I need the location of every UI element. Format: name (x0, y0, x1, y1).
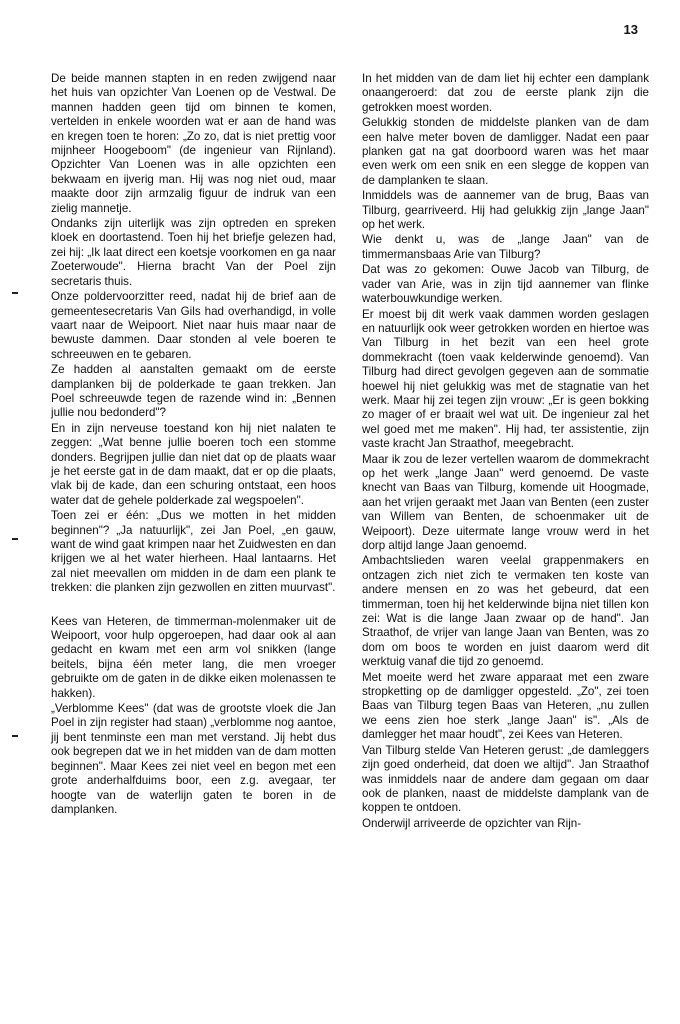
paragraph: Maar ik zou de lezer vertellen waarom de dommekracht op het werk „lange Jaan" werd genoemd. De vaste knecht van Baas van Tilburg, komende uit Hoogmade, aan het vrijen geraakt met Jaan van Benten (een zuster van Willem van Benten, de schoenmaker uit de Weipoort). Deze uitermate lange vrouw werd in het dorp altijd lange Jaan genoemd. (362, 452, 649, 552)
left-column (51, 72, 336, 818)
paragraph: De beide mannen stapten in en reden zwijgend naar het huis van opzichter Van Loenen op de Vestwal. De mannen hadden geen tijd om binnen te komen, vertelden in enkele woorden wat er aan de hand was en kregen toen te horen: „Zo zo, dat is niet prettig voor mijnheer Hoogeboom" (de ingenieur van Rijnland). Opzichter Van Loenen was in alle opzichten een bekwaam en ijverig man. Hij was nog niet oud, maar maakte door zijn armzalig figuur de indruk van een zielig mannetje. (51, 72, 336, 215)
paragraph: Van Tilburg stelde Van Heteren gerust: „de damleggers zijn goed onderheid, dat doen we altijd". Jan Straathof was inmiddels naar de andere dam gegaan om daar ook de planken, naast de middelste damplank van de koppen te ontdoen. (362, 743, 649, 815)
right-column (362, 72, 649, 832)
paragraph: Inmiddels was de aannemer van de brug, Baas van Tilburg, gearriveerd. Hij had gelukkig zijn „lange Jaan" op het werk. (362, 189, 649, 232)
paragraph: Ze hadden al aanstalten gemaakt om de eerste damplanken bij de polderkade te gaan trekken. Jan Poel schreeuwde tegen de razende wind in: „Bennen jullie nou bedonderd"? (51, 363, 336, 420)
paragraph: Wie denkt u, was de „lange Jaan" van de timmermansbaas Arie van Tilburg? (362, 233, 649, 261)
paragraph: In het midden van de dam liet hij echter een damplank onaangeroerd: dat zou de eerste plank zijn die getrokken moest worden. (362, 72, 649, 114)
paragraph: Onze poldervoorzitter reed, nadat hij de brief aan de gemeentesecretaris Van Gils had overhandigd, in volle vaart naar de Weipoort. Niet naar huis maar naar de bewuste dammen. Daar stonden al vele boeren te schreeuwen en te gebaren. (51, 290, 336, 361)
paragraph: Kees van Heteren, de timmerman-molenmaker uit de Weipoort, voor hulp opgeroepen, had daar ook al aan gedacht en kwam met een arm vol snikken (lange beitels, bijna één meter lang, die men vroeger gebruikte om de gaten in de dikke eiken molenassen te hakken). (51, 614, 336, 700)
paragraph: „Verblomme Kees" (dat was de grootste vloek die Jan Poel in zijn register had staan) „verblomme nog aantoe, jij bent tenminste een man met verstand. Jij hebt dus ook begrepen dat we in het midden van de dam motten beginnen". Maar Kees zei niet veel en begon met een grote anderhalfduims boor, een z.g. avegaar, ter hoogte van de waterlijn gaten te boren in de damplanken. (51, 702, 336, 816)
paragraph: Onderwijl arriveerde de opzichter van Rijn- (362, 816, 582, 830)
paragraph: Gelukkig stonden de middelste planken van de dam een halve meter boven de damligger. Nadat een paar planken gat na gat doorboord waren was het maar even werk om een snik en een slegge de koppen van de damplanken te slaan. (362, 116, 649, 187)
page-number: 13 (623, 22, 638, 37)
paragraph: Toen zei er één: „Dus we motten in het midden beginnen"? „Ja natuurlijk", zei Jan Poel, „en gauw, want de wind gaat krimpen naar het Zuidwesten en dan krijgen we al het water hierheen. Haal lantaarns. Het zal niet meevallen om midden in de dam een plank te trekken: die planken zijn gezwollen en zitten muurvast". (51, 509, 336, 595)
paragraph: Dat was zo gekomen: Ouwe Jacob van Tilburg, de vader van Arie, was in zijn tijd aannemer van flinke waterbouwkundige werken. (362, 263, 649, 306)
paragraph: En in zijn nerveuse toestand kon hij niet nalaten te zeggen: „Wat benne jullie boeren toch een stomme donders. Begrijpen jullie dan niet dat op de plaats waar je het eerste gat in de dam maakt, dat er op die plaats, vlak bij de kade, dan een schuring ontstaat, een hoos water dat de gehele polderkade zal wegspoelen". (51, 421, 336, 507)
margin-mark (12, 538, 18, 540)
paragraph: Ondanks zijn uiterlijk was zijn optreden en spreken kloek en doortastend. Toen hij het briefje gelezen had, zei hij: „Ik laat direct een koetsje voorkomen en ga naar Zoeterwoude". Hierna bracht Van der Poel zijn secretaris thuis. (51, 217, 336, 288)
margin-mark (12, 292, 18, 294)
paragraph: Er moest bij dit werk vaak dammen worden geslagen en natuurlijk ook weer getrokken worden en hiertoe was Van Tilburg in het bezit van een heel grote dommekracht (toen vaak kelderwinde genoemd). Van Tilburg had direct gevolgen gegeven aan de sommatie hoewel hij niet gelukkig was met de stagnatie van het werk. Maar hij zei tegen zijn vrouw: „Er is geen bokking zo mager of er braait wel wat uit. De ingenieur zal het wel goed met me maken". Hij had, ter assistentie, zijn vaste kracht Jan Straathof, meegebracht. (362, 307, 649, 451)
paragraph: Met moeite werd het zware apparaat met een zware stropketting op de damligger opgesteld. „Zo", zei toen Baas van Tilburg tegen Baas van Heteren, „nu zullen we eens zien hoe sterk „lange Jaan" is". „Als de damlegger het maar houdt", zei Kees van Heteren. (362, 670, 649, 742)
margin-mark (12, 735, 18, 737)
paragraph: Ambachtslieden waren veelal grappenmakers en ontzagen zich niet zich te vermaken ten koste van andere mensen en zo was het gebeurd, dat een timmerman, toen hij het kelderwinde bijna niet tillen kon zei: Wat is die lange Jaan zwaar op de hand". Jan Straathof, de vrijer van lange Jaan van Benten, was zo dom om boos te worden en juist daarom werd dit werktuig vanaf die tijd zo genoemd. (362, 554, 649, 669)
section-gap (51, 597, 336, 615)
